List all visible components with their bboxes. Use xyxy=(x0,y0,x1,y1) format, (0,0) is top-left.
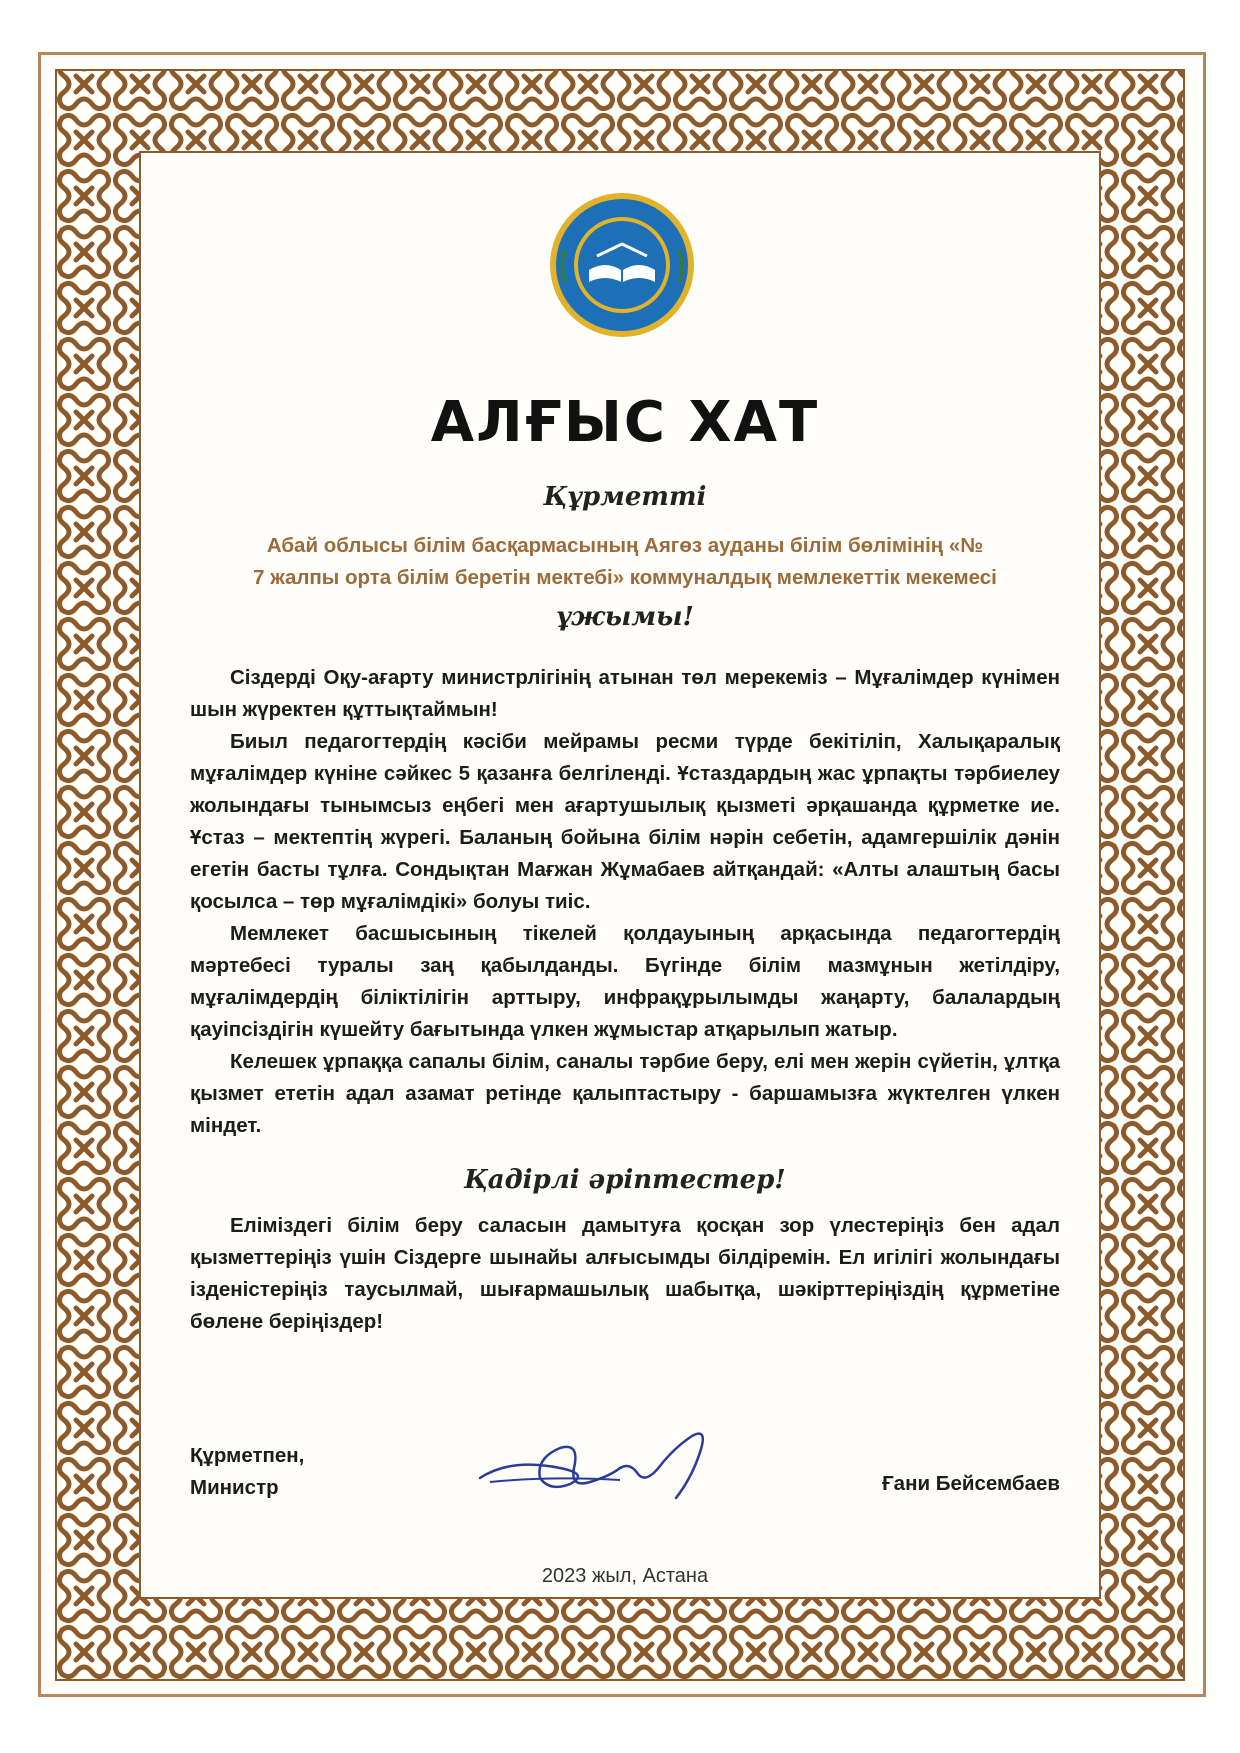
closing-paragraph: Еліміздегі білім беру саласын дамытуға қосқан зор үлестеріңіз бен адал қызметтеріңіз үшін Сіздерге шынайы алғысымды білдіремін. Ел игілігі жолындағы ізденістеріңіз таусылмай, шығармашылық шабытқа, шәкірттеріңіздің құрметіне бөлене беріңіздер! xyxy=(190,1214,1060,1333)
paragraph-4: Келешек ұрпаққа сапалы білім, саналы тәрбие беру, елі мен жерін сүйетін, ұлтқа қызмет ететін адал азамат ретінде қалыптастыру - баршамызға жүктелген үлкен міндет. xyxy=(190,1050,1060,1137)
paragraph-1: Сіздерді Оқу-ағарту министрлігінің атынан төл мерекеміз – Мұғалімдер күнімен шын жүректен құттықтаймын! xyxy=(190,666,1060,721)
handwritten-signature xyxy=(470,1418,730,1508)
salutation: Құрметті xyxy=(543,482,707,512)
regards-block xyxy=(190,1440,304,1504)
recipient-line-1: Абай облысы білім басқармасының Аягөз ауданы білім бөлімінің «№ xyxy=(266,534,984,557)
regards-text: Құрметпен, xyxy=(190,1444,305,1467)
letter-title: АЛҒЫС ХАТ xyxy=(430,390,820,455)
recipient-block xyxy=(190,530,1060,594)
signature-block xyxy=(190,1440,1060,1530)
date-place: 2023 жыл, Астана xyxy=(541,1565,709,1587)
position-text: Министр xyxy=(190,1476,279,1499)
paragraph-2: Биыл педагогтердің кәсіби мейрамы ресми түрде бекітіліп, Халықаралық мұғалімдер күніне сәйкес 5 қазанға белгіленді. Ұстаздардың жас ұрпақты тәрбиелеу жолындағы тынымсыз еңбегі мен ағартушылық қызметі әрқашанда құрметке ие. Ұстаз – мектептің жүрегі. Баланың бойына білім нәрін себетін, адамгершілік дәнін егетін басты тұлға. Сондықтан Мағжан Жұмабаев айтқандай: «Алты алаштың басы қосылса – төр мұғалімдікі» болуы тиіс. xyxy=(190,730,1060,913)
signer-name: Ғани Бейсембаев xyxy=(882,1472,1060,1495)
letter-content xyxy=(190,190,1060,1610)
collective-label: ұжымы! xyxy=(556,602,694,632)
paragraph-3: Мемлекет басшысының тікелей қолдауының арқасында педагогтердің мәртебесі туралы заң қабылданды. Бүгінде білім мазмұнын жетілдіру, мұғалімдердің біліктілігін арттыру, инфрақұрылымды жаңарту, балалардың қауіпсіздігін күшейту бағытында үлкен жұмыстар атқарылып жатыр. xyxy=(190,922,1060,1041)
ministry-emblem xyxy=(547,190,697,340)
letter-body xyxy=(190,662,1060,1338)
recipient-line-2: 7 жалпы орта білім беретін мектебі» коммуналдық мемлекеттік мекемесі xyxy=(253,566,997,589)
colleagues-salutation: Қадірлі әріптестер! xyxy=(464,1165,786,1195)
